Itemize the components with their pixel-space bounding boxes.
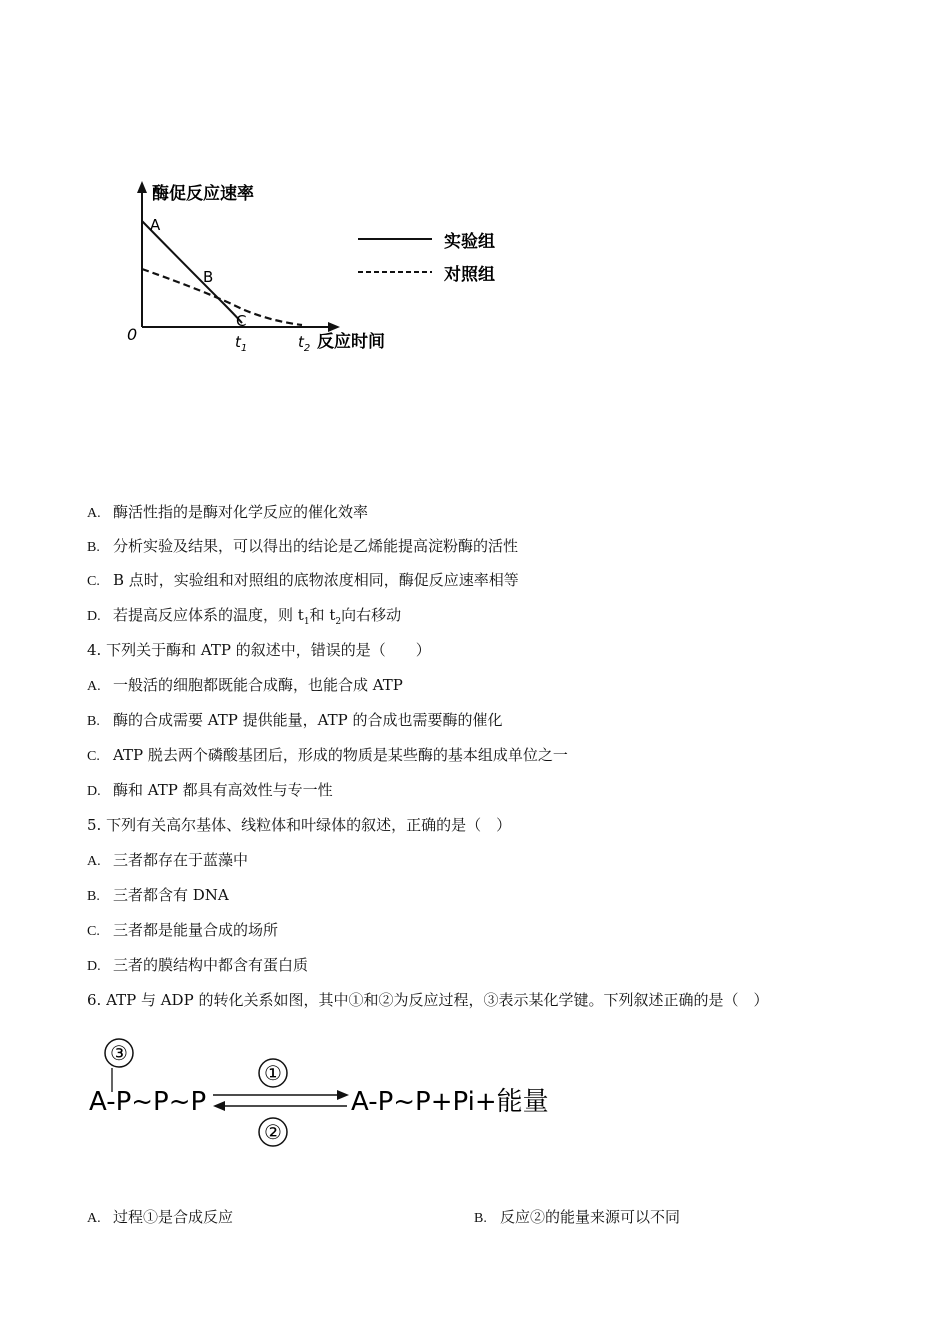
q3-option-d: D. 若提高反应体系的温度，则 $t_1$和 $t_2$向右移动 <box>87 606 402 627</box>
point-b-label: B <box>203 268 214 286</box>
point-a-label: A <box>150 216 161 234</box>
x-axis-arrow <box>328 322 340 332</box>
q5-option-a: A. 三者都存在于蓝藻中 <box>87 851 249 869</box>
y-axis-label: 酶促反应速率 <box>152 184 254 204</box>
q5-option-c: C. 三者都是能量合成的场所 <box>87 921 279 939</box>
legend-dashed-label: 对照组 <box>444 265 495 285</box>
reverse-arrowhead <box>213 1101 225 1111</box>
origin-label: 0 <box>127 325 138 344</box>
adp-formula: A-P~P+Pi+能量 <box>351 1087 549 1117</box>
control-curve <box>142 269 302 325</box>
q4-option-b: B. 酶的合成需要 ATP 提供能量，ATP 的合成也需要酶的催化 <box>87 711 503 729</box>
q5-stem: 5. 下列有关高尔基体、线粒体和叶绿体的叙述，正确的是（ ） <box>87 816 512 834</box>
q4-option-a: A. 一般活的细胞都既能合成酶，也能合成 ATP <box>87 676 403 694</box>
forward-arrowhead <box>337 1090 349 1100</box>
t2-label: $t_2$ <box>298 333 311 354</box>
q6-option-a: A. 过程①是合成反应 <box>87 1208 234 1226</box>
legend-solid-label: 实验组 <box>444 232 495 252</box>
experiment-curve <box>142 221 242 323</box>
q5-option-d: D. 三者的膜结构中都含有蛋白质 <box>87 956 309 974</box>
bond-label-3: ③ <box>110 1041 128 1065</box>
y-axis-arrow <box>137 181 147 193</box>
q5-option-b: B. 三者都含有 DNA <box>87 886 229 904</box>
q4-option-d: D. 酶和 ATP 都具有高效性与专一性 <box>87 781 333 799</box>
atp-adp-diagram <box>85 1035 575 1155</box>
forward-label: ① <box>264 1061 282 1085</box>
q3-option-a: A. 酶活性指的是酶对化学反应的催化效率 <box>87 503 369 521</box>
x-axis-label: 反应时间 <box>317 332 385 352</box>
point-c-label: C <box>236 312 247 330</box>
q3-option-b: B. 分析实验及结果，可以得出的结论是乙烯能提高淀粉酶的活性 <box>87 537 519 555</box>
reverse-label: ② <box>264 1120 282 1144</box>
q4-option-c: C. ATP 脱去两个磷酸基团后，形成的物质是某些酶的基本组成单位之一 <box>87 746 568 764</box>
q6-option-b: B. 反应②的能量来源可以不同 <box>474 1208 681 1226</box>
q4-stem: 4. 下列关于酶和 ATP 的叙述中，错误的是（ ） <box>87 641 431 659</box>
t1-label: $t_1$ <box>235 333 248 354</box>
q3-option-c: C. B 点时，实验组和对照组的底物浓度相同，酶促反应速率相等 <box>87 571 519 589</box>
enzyme-rate-graph <box>110 175 530 360</box>
atp-formula: A-P~P~P <box>89 1087 207 1117</box>
q6-stem: 6. ATP 与 ADP 的转化关系如图，其中①和②为反应过程，③表示某化学键。下列叙述正确的是（ ） <box>87 991 769 1009</box>
